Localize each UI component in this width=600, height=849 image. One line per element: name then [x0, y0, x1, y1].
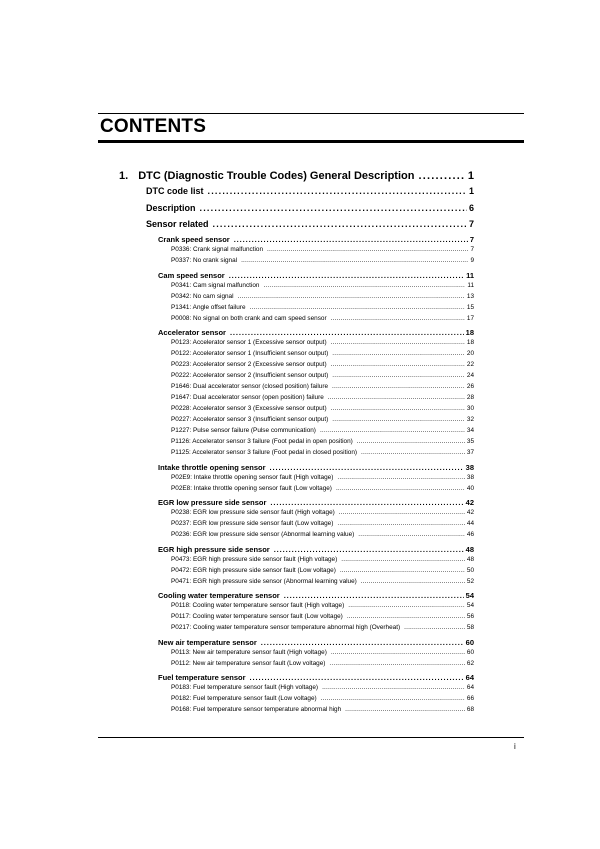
toc-entry-label: P0472: EGR high pressure side sensor fault (Low voltage) — [171, 566, 336, 574]
toc-entry-page: 17 — [466, 314, 474, 322]
toc-entry-page: 66 — [466, 695, 474, 702]
toc-dot-leader — [250, 673, 464, 682]
toc-entry[interactable] — [171, 394, 474, 401]
toc-entry-label: P0227: Accelerator sensor 3 (Insufficient sensor output) — [171, 416, 329, 423]
toc-entry[interactable] — [158, 271, 474, 280]
toc-entry[interactable] — [171, 474, 474, 481]
toc-entry[interactable] — [146, 186, 474, 196]
toc-entry[interactable] — [171, 624, 474, 631]
toc-dot-leader — [337, 520, 465, 527]
toc-entry-label: New air temperature sensor — [158, 637, 257, 647]
footer-page-number: i — [514, 742, 516, 751]
toc-entry-page: 7 — [468, 219, 474, 229]
toc-entry-page: 68 — [466, 706, 474, 713]
toc-entry-page: 58 — [466, 624, 474, 631]
toc-dot-leader — [331, 339, 465, 346]
toc-entry-page: 37 — [466, 449, 474, 456]
toc-entry[interactable] — [171, 660, 474, 667]
toc-entry[interactable] — [158, 638, 474, 647]
toc-entry-page: 9 — [470, 257, 474, 264]
toc-entry-label: P0238: EGR low pressure side sensor fault (High voltage) — [171, 509, 335, 516]
toc-dot-leader — [348, 602, 465, 609]
toc-dot-leader — [329, 660, 464, 667]
toc-entry-page: 18 — [466, 339, 474, 346]
toc-entry[interactable] — [171, 613, 474, 620]
toc-entry-label: Cam speed sensor — [158, 270, 225, 280]
toc-entry-page: 11 — [466, 270, 474, 280]
toc-entry-page: 7 — [469, 235, 474, 244]
toc-dot-leader — [284, 591, 464, 600]
toc-entry-label: EGR high pressure side sensor — [158, 544, 270, 554]
toc-entry-label: Accelerator sensor — [158, 328, 226, 337]
toc-entry[interactable] — [158, 235, 474, 244]
toc-dot-leader — [332, 416, 465, 423]
toc-dot-leader — [340, 567, 465, 574]
toc-entry[interactable] — [171, 361, 474, 368]
toc-entry-page: 1 — [468, 186, 474, 196]
toc-entry[interactable] — [171, 649, 474, 656]
toc-entry[interactable] — [171, 405, 474, 412]
toc-entry-label: P0122: Accelerator sensor 1 (Insufficient sensor output) — [171, 350, 329, 357]
toc-dot-leader — [336, 485, 465, 492]
toc-entry-page: 20 — [466, 350, 474, 357]
toc-entry[interactable] — [171, 257, 474, 264]
toc-dot-leader — [331, 315, 465, 322]
toc-entry-page: 54 — [465, 591, 474, 600]
toc-entry-page: 22 — [466, 361, 474, 368]
toc-entry-label: P0223: Accelerator sensor 2 (Excessive sensor output) — [171, 361, 327, 368]
toc-entry-page: 35 — [466, 438, 474, 445]
toc-entry[interactable] — [171, 684, 474, 691]
toc-entry-label: P1125: Accelerator sensor 3 failure (Foot pedal in closed position) — [171, 449, 358, 456]
toc-entry[interactable] — [158, 498, 474, 507]
toc-entry[interactable] — [171, 427, 474, 434]
toc-entry-page: 13 — [466, 292, 474, 300]
page-title: CONTENTS — [100, 116, 207, 137]
toc-dot-leader — [331, 405, 465, 412]
toc-entry-page: 42 — [465, 498, 474, 507]
footer-rule — [98, 737, 524, 738]
toc-entry-label: P0337: No crank signal — [171, 257, 238, 264]
toc-entry-label: P1646: Dual accelerator sensor (closed position) failure — [171, 383, 329, 390]
toc-entry[interactable] — [171, 706, 474, 713]
toc-dot-leader — [331, 649, 465, 656]
toc-entry[interactable] — [171, 578, 474, 585]
toc-entry[interactable] — [119, 170, 474, 182]
toc-entry[interactable] — [171, 556, 474, 563]
toc-entry[interactable] — [171, 315, 474, 322]
toc-dot-leader — [234, 235, 468, 244]
toc-entry-label: P02E8: Intake throttle opening sensor fault (Low voltage) — [171, 484, 332, 492]
toc-entry[interactable] — [171, 282, 474, 289]
toc-entry-page: 40 — [466, 484, 474, 492]
toc-dot-leader — [341, 556, 465, 563]
toc-dot-leader — [321, 695, 465, 702]
toc-entry-page: 1 — [467, 170, 474, 182]
toc-dot-leader — [332, 350, 465, 357]
toc-entry-page: 7 — [470, 246, 474, 253]
toc-entry-page: 62 — [466, 659, 474, 667]
toc-entry-label: P0113: New air temperature sensor fault (High voltage) — [171, 648, 327, 656]
toc-entry-label: P1341: Angle offset failure — [171, 303, 246, 311]
toc-dot-leader — [337, 474, 465, 481]
toc-entry-page: 52 — [466, 577, 474, 585]
toc-entry[interactable] — [171, 293, 474, 300]
toc-dot-leader — [200, 203, 467, 213]
toc-entry-page: 11 — [467, 281, 474, 289]
toc-dot-leader — [345, 706, 465, 713]
toc-entry[interactable] — [171, 246, 474, 253]
toc-dot-leader — [250, 304, 465, 311]
toc-entry-page: 32 — [466, 416, 474, 423]
toc-entry[interactable] — [171, 350, 474, 357]
toc-entry-page: 48 — [465, 544, 474, 554]
toc-entry[interactable] — [158, 673, 474, 682]
toc-entry[interactable] — [171, 416, 474, 423]
toc-dot-leader — [331, 361, 465, 368]
toc-entry-label: P1647: Dual accelerator sensor (open position) failure — [171, 394, 324, 401]
toc-entry-label: P0168: Fuel temperature sensor temperature abnormal high — [171, 706, 342, 713]
toc-entry-label: P02E9: Intake throttle opening sensor fault (High voltage) — [171, 473, 334, 481]
toc-entry[interactable] — [171, 520, 474, 527]
toc-entry-label: Sensor related — [146, 219, 209, 229]
toc-entry-label: DTC (Diagnostic Trouble Codes) General Description — [138, 170, 415, 182]
toc-dot-leader — [332, 383, 465, 390]
toc-entry[interactable] — [171, 449, 474, 456]
toc-entry-page: 26 — [466, 383, 474, 390]
header-top-rule — [98, 113, 524, 114]
toc-entry-page: 64 — [465, 673, 474, 682]
toc-entry-label: Intake throttle opening sensor — [158, 462, 266, 472]
toc-entry[interactable] — [171, 383, 474, 390]
toc-entry-label: P0217: Cooling water temperature sensor temperature abnormal high (Overheat) — [171, 624, 401, 631]
toc-entry-page: 24 — [466, 372, 474, 379]
toc-entry-page: 50 — [466, 566, 474, 574]
toc-entry-page: 6 — [468, 202, 474, 213]
toc-entry[interactable] — [146, 203, 474, 213]
toc-entry-page: 28 — [466, 394, 474, 401]
toc-entry[interactable] — [171, 372, 474, 379]
toc-dot-leader — [230, 328, 464, 337]
toc-entry[interactable] — [171, 438, 474, 445]
toc-dot-leader — [328, 394, 465, 401]
toc-dot-leader — [339, 509, 465, 516]
toc-entry-page: 38 — [466, 473, 474, 481]
toc-entry[interactable] — [171, 509, 474, 516]
toc-entry-label: P1227: Pulse sensor failure (Pulse communication) — [171, 427, 316, 434]
toc-entry-label: P0008: No signal on both crank and cam speed sensor — [171, 314, 327, 322]
toc-entry-page: 15 — [466, 303, 474, 311]
toc-entry-page: 64 — [466, 684, 474, 691]
toc-dot-leader — [238, 293, 465, 300]
toc-entry-label: P0336: Crank signal malfunction — [171, 246, 264, 253]
toc-entry-number: 1. — [119, 170, 129, 182]
toc-entry-label: P0236: EGR low pressure side sensor (Abnormal learning value) — [171, 531, 355, 538]
toc-entry[interactable] — [171, 339, 474, 346]
toc-entry[interactable] — [158, 545, 474, 554]
toc-entry-page: 30 — [466, 405, 474, 412]
toc-entry-page: 46 — [466, 531, 474, 538]
toc-dot-leader — [208, 186, 467, 196]
toc-entry-page: 44 — [466, 520, 474, 527]
toc-entry[interactable] — [158, 591, 474, 600]
toc-dot-leader — [213, 219, 467, 229]
toc-entry[interactable] — [171, 695, 474, 702]
toc-dot-leader — [347, 613, 465, 620]
toc-entry-page: 56 — [466, 613, 474, 620]
toc-dot-leader — [361, 449, 465, 456]
toc-dot-leader — [274, 545, 464, 554]
toc-entry-label: P0237: EGR low pressure side sensor fault (Low voltage) — [171, 520, 334, 527]
toc-entry[interactable] — [171, 485, 474, 492]
toc-dot-leader — [270, 498, 463, 507]
toc-entry-page: 38 — [465, 462, 474, 472]
toc-entry-label: P0123: Accelerator sensor 1 (Excessive sensor output) — [171, 339, 327, 346]
toc-entry-label: P0182: Fuel temperature sensor fault (Low voltage) — [171, 695, 317, 702]
toc-dot-leader — [322, 684, 465, 691]
toc-dot-leader — [241, 257, 468, 264]
toc-entry[interactable] — [171, 531, 474, 538]
toc-entry-label: P0183: Fuel temperature sensor fault (High voltage) — [171, 684, 319, 691]
toc-entry-label: P0473: EGR high pressure side sensor fault (High voltage) — [171, 555, 338, 563]
toc-dot-leader — [270, 463, 464, 472]
toc-entry-label: Crank speed sensor — [158, 235, 230, 244]
toc-entry-page: 42 — [466, 509, 474, 516]
toc-dot-leader — [418, 170, 465, 182]
toc-entry[interactable] — [171, 304, 474, 311]
toc-entry-page: 60 — [466, 648, 474, 656]
toc-dot-leader — [229, 271, 464, 280]
toc-dot-leader — [332, 372, 465, 379]
toc-entry-label: P0342: No cam signal — [171, 292, 234, 300]
toc-entry-label: P0228: Accelerator sensor 3 (Excessive sensor output) — [171, 405, 327, 412]
toc-entry-label: P0471: EGR high pressure side sensor (Abnormal learning value) — [171, 577, 357, 585]
toc-entry-label: EGR low pressure side sensor — [158, 498, 267, 507]
toc-entry[interactable] — [146, 219, 474, 229]
toc-entry-page: 34 — [466, 427, 474, 434]
toc-entry-label: DTC code list — [146, 186, 204, 196]
toc-dot-leader — [358, 531, 465, 538]
toc-entry-label: Cooling water temperature sensor — [158, 591, 280, 600]
toc-dot-leader — [263, 282, 465, 289]
toc-entry-label: P1126: Accelerator sensor 3 failure (Foot pedal in open position) — [171, 438, 353, 445]
toc-entry-label: P0341: Cam signal malfunction — [171, 281, 260, 289]
toc-entry-page: 54 — [466, 602, 474, 609]
toc-entry-label: Description — [146, 202, 196, 213]
toc-entry-label: P0222: Accelerator sensor 2 (Insufficient sensor output) — [171, 372, 329, 379]
toc-entry-label: Fuel temperature sensor — [158, 673, 246, 682]
toc-entry-page: 18 — [465, 328, 474, 337]
header-bottom-rule — [98, 140, 524, 143]
toc-dot-leader — [404, 624, 465, 631]
toc-dot-leader — [361, 578, 465, 585]
toc-entry-label: P0117: Cooling water temperature sensor fault (Low voltage) — [171, 613, 343, 620]
toc-entry-page: 48 — [466, 555, 474, 563]
toc-entry[interactable] — [171, 602, 474, 609]
toc-entry-label: P0118: Cooling water temperature sensor fault (High voltage) — [171, 602, 345, 609]
toc-entry[interactable] — [158, 328, 474, 337]
toc-dot-leader — [261, 638, 464, 647]
toc-dot-leader — [267, 246, 468, 253]
toc-entry-label: P0112: New air temperature sensor fault (Low voltage) — [171, 659, 326, 667]
toc-dot-leader — [320, 427, 465, 434]
toc-entry-page: 60 — [465, 637, 474, 647]
toc-entry[interactable] — [158, 463, 474, 472]
toc-dot-leader — [357, 438, 465, 445]
toc-entry[interactable] — [171, 567, 474, 574]
